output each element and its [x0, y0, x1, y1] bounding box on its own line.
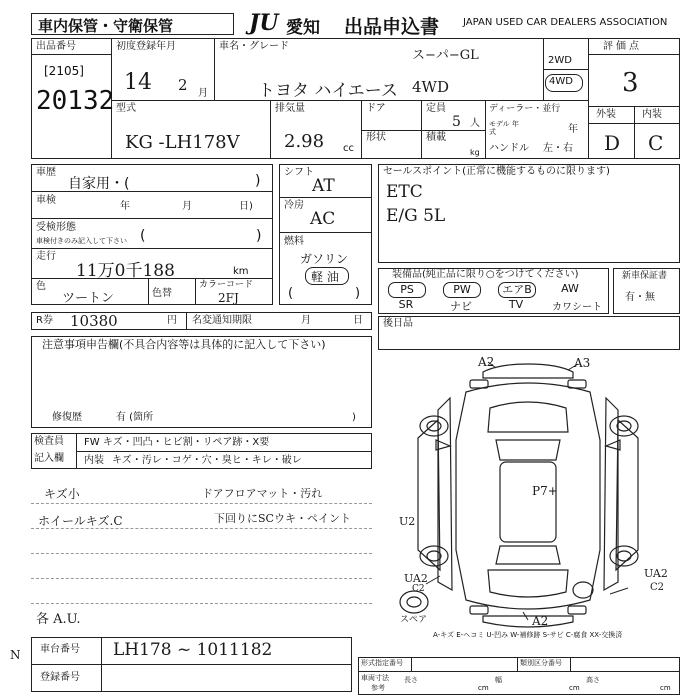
car-damage-diagram: [378, 350, 680, 650]
sales-point-2: E/G 5L: [386, 206, 446, 226]
model-year-label: モデル 年式: [489, 120, 519, 136]
mark-c2-right: C2: [650, 582, 665, 593]
association-name: JAPAN USED CAR DEALERS ASSOCIATION: [463, 17, 668, 28]
model-label: 車名・グレード: [219, 41, 289, 52]
remark-2: ホイールキズ.C: [38, 514, 123, 528]
shift-value: AT: [312, 176, 335, 196]
cc-unit: cc: [343, 143, 354, 154]
inspector-row-exterior: FW キズ・凹凸・ヒビ割・リペア跡・X要: [84, 437, 270, 448]
inspector-row-interior: キズ・汚レ・コゲ・穴・臭ヒ・キレ・破レ: [112, 455, 302, 466]
dealer-label: ディーラー・並行: [489, 104, 561, 114]
lot-label: 出品番号: [36, 41, 76, 52]
mark-a3: A3: [574, 356, 591, 370]
equip-pw: PW: [443, 282, 481, 298]
displacement-value: 2.98: [284, 131, 325, 152]
type-label: 型式: [116, 103, 136, 114]
repair-value: 有 (箇所: [116, 412, 154, 423]
load-label: 積載: [426, 132, 446, 143]
equip-seat: カワシート: [552, 302, 602, 313]
rear-spare-mark: [573, 582, 593, 598]
fuel-label: 燃料: [284, 236, 304, 247]
exterior-score: D: [604, 131, 621, 155]
mark-a2-top: A2: [478, 355, 495, 369]
score-value: 3: [622, 68, 639, 98]
body-outline: [456, 383, 600, 609]
windshield: [496, 440, 560, 460]
mark-ua-left: UA2: [404, 572, 428, 585]
storage-title: 車内保管・守衛保管: [38, 17, 174, 35]
remark-3: ドアフロアマット・汚れ: [202, 487, 323, 500]
ac-value: AC: [310, 209, 336, 229]
warranty-value: 有・無: [625, 292, 655, 303]
equip-aw: AW: [561, 282, 579, 295]
color-change-label: 色替: [152, 288, 172, 299]
inspector-label: 検査員: [34, 436, 64, 447]
sales-point-1: ETC: [386, 182, 423, 202]
damage-legend: A-キズ E-ヘコミ U-凹み W-補修跡 S-サビ C-腐食 XX-交換済: [433, 631, 623, 639]
repair-label: 修復歴: [52, 412, 82, 423]
history-value: 自家用・(: [68, 176, 130, 192]
spare-label: スペア: [400, 615, 428, 625]
receive-label: 受検形態: [36, 222, 76, 233]
equip-tv: TV: [508, 298, 524, 311]
model-drive: 4WD: [412, 78, 449, 96]
recycle-value: 10380: [70, 312, 118, 330]
rear-hatch: [488, 570, 568, 597]
warranty-label: 新車保証書: [622, 271, 668, 281]
door-label: ドア: [366, 103, 386, 114]
equip-sr: SR: [398, 298, 414, 311]
interior-score: C: [648, 131, 664, 155]
wheel-front-left: [420, 416, 448, 436]
option-4wd: 4WD: [549, 76, 573, 87]
class-number-label: 類別区分番号: [520, 659, 562, 667]
registration-year: 14: [124, 70, 152, 95]
remark-4: 下回りにSCウキ・ペイント: [214, 512, 351, 525]
hood: [488, 402, 568, 432]
score-label: 評価点: [603, 41, 642, 52]
equip-aircon-bag: エアB: [498, 282, 536, 298]
ac-label: 冷房: [284, 200, 304, 211]
sheet-title: 出品申込書: [344, 16, 440, 38]
mark-ua-right: UA2: [644, 567, 668, 580]
sales-point-label: セールスポイント(正常に機能するものに限ります): [383, 166, 610, 177]
remark-5: 各 A.U.: [36, 612, 81, 627]
fuel-gasoline: ガソリン: [300, 252, 349, 266]
fuel-diesel: 軽 油: [311, 270, 339, 284]
rear-window: [496, 546, 560, 564]
handle-label: ハンドル: [489, 143, 529, 154]
registration-label: 初度登録年月: [116, 41, 176, 52]
mark-c2-left: C2: [412, 584, 425, 594]
exterior-label: 外装: [596, 109, 616, 120]
length-label: 長さ: [404, 676, 418, 684]
spare-tire: [400, 591, 428, 613]
displacement-label: 排気量: [275, 103, 305, 114]
corner-mark: N: [10, 648, 21, 662]
history-label: 車歴: [36, 167, 56, 178]
recycle-label: R券: [36, 315, 53, 326]
mark-pit: P7+: [532, 484, 558, 498]
mileage-value: 11万0千188: [76, 261, 175, 281]
month-unit: 月: [198, 88, 208, 99]
handle-value: 左・右: [543, 143, 573, 154]
dimension-label: 車両寸法: [361, 674, 389, 682]
height-label: 高さ: [586, 676, 600, 684]
plate-label: 登録番号: [40, 672, 80, 683]
interior-label: 内装: [642, 109, 662, 120]
registration-month: 2: [178, 76, 188, 94]
equipment-label: 装備品(純正品に限り○をつけてください): [392, 269, 579, 280]
inspector-row-interior-label: 内装: [84, 455, 104, 466]
later-doc-label: 後日品: [383, 318, 413, 329]
remark-1: キズ小: [44, 487, 80, 501]
right-door-panel: [616, 420, 638, 570]
model-grade: ス−パ−GL: [412, 48, 479, 63]
mileage-label: 走行: [36, 251, 56, 262]
width-label: 幅: [495, 676, 502, 684]
chassis-value: LH178 ~ 1011182: [113, 640, 273, 660]
equip-ps: PS: [388, 282, 426, 298]
receive-note: 車検付きのみ記入して下さい: [36, 237, 127, 245]
option-2wd: 2WD: [548, 55, 572, 66]
notes-title: 注意事項申告欄(不具合内容等は具体的に記入して下さい): [42, 338, 326, 351]
type-value: KG -LH178V: [125, 132, 240, 153]
front-bumper: [483, 364, 573, 378]
mark-u2: U2: [399, 515, 416, 528]
color-code-label: カラーコード: [199, 280, 254, 290]
model-name: トヨタ ハイエース: [258, 81, 398, 101]
capacity-label: 定員: [426, 103, 446, 114]
mileage-unit: km: [233, 266, 249, 277]
color-label: 色: [36, 281, 46, 292]
brand-name: 愛知: [286, 18, 320, 38]
shape-label: 形状: [366, 132, 386, 143]
model-designation-label: 形式指定番号: [361, 659, 403, 667]
inspection-label: 車検: [36, 195, 56, 206]
color-code-value: 2FJ: [218, 291, 239, 305]
left-door-panel: [418, 420, 440, 570]
capacity-unit: 人: [470, 118, 480, 129]
expiry-label: 名変通知期限: [192, 315, 252, 326]
roof: [500, 462, 556, 542]
lot-number: 20132: [36, 86, 115, 116]
rear-bumper: [483, 616, 573, 627]
kg-unit: kg: [470, 148, 480, 157]
shift-label: シフト: [284, 167, 314, 178]
lot-sub-number: [2105]: [44, 64, 84, 78]
logo-mark: JU: [249, 10, 279, 36]
equip-navi: ナビ: [450, 300, 472, 313]
color-value: ツートン: [62, 291, 115, 306]
mark-a2-bottom: A2: [532, 614, 549, 628]
later-doc-block: [378, 316, 680, 350]
capacity-value: 5: [452, 114, 461, 130]
chassis-label: 車台番号: [40, 644, 80, 655]
year-unit: 年: [568, 124, 578, 135]
